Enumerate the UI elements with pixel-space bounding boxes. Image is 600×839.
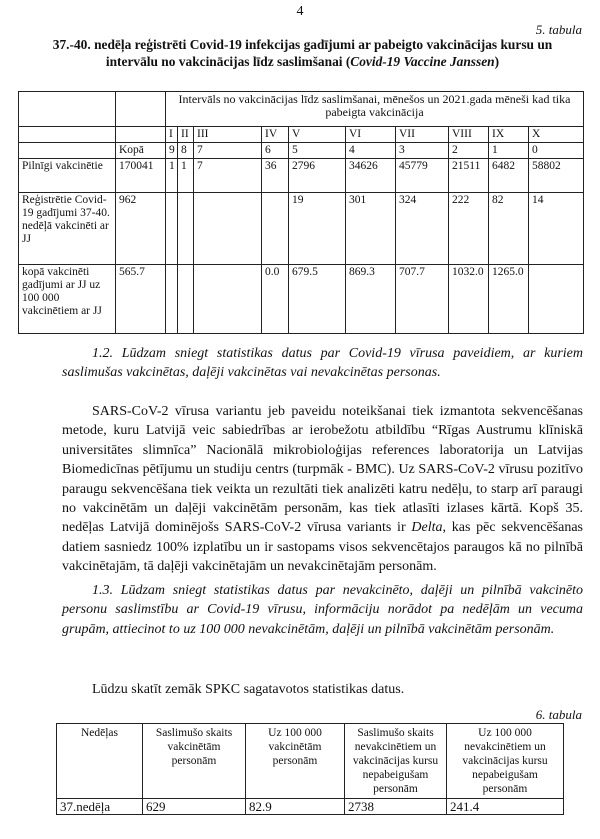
table-row — [19, 193, 584, 265]
table-cell: 241.4 — [447, 799, 564, 815]
month-header: II — [178, 127, 194, 143]
table-cell — [262, 193, 289, 265]
interval-header: 8 — [178, 143, 194, 159]
interval-header: 5 — [289, 143, 346, 159]
interval-header: Intervāls no vakcinācijas līdz saslimšanai, mēnešos un 2021.gada mēneši kad tika pabeigta vakcinācija — [166, 92, 584, 127]
column-header: Saslimušo skaits vakcinētām personām — [143, 724, 246, 799]
table-cell: 629 — [143, 799, 246, 815]
table-cell: 19 — [289, 193, 346, 265]
table-cell — [194, 265, 262, 334]
table-cell — [194, 193, 262, 265]
row-total: 170041 — [116, 159, 166, 193]
table-cell — [529, 265, 584, 334]
table-row — [19, 159, 584, 193]
column-header: Uz 100 000 vakcinētām personām — [246, 724, 345, 799]
table-cell — [166, 193, 178, 265]
row-label: Pilnīgi vakcinētie — [19, 159, 116, 193]
table-cell — [178, 193, 194, 265]
interval-header: 6 — [262, 143, 289, 159]
title-text: 37.-40. nedēļa reģistrēti Covid-19 infekcijas gadījumi ar pabeigto vakcinācijas kursu un intervālu no vakcinācijas līdz saslimšanai ( — [52, 37, 553, 69]
interval-header: 4 — [346, 143, 396, 159]
month-header: IX — [489, 127, 529, 143]
month-header: VIII — [449, 127, 489, 143]
table-cell: 1265.0 — [489, 265, 529, 334]
month-header: VI — [346, 127, 396, 143]
table-cell: 14 — [529, 193, 584, 265]
table-cell: 82.9 — [246, 799, 345, 815]
table-cell: 0.0 — [262, 265, 289, 334]
interval-header: 1 — [489, 143, 529, 159]
table-cell: 34626 — [346, 159, 396, 193]
table-cell: 36 — [262, 159, 289, 193]
total-label: Kopā — [116, 143, 166, 159]
table-cell: 707.7 — [396, 265, 449, 334]
paragraph-sars — [62, 402, 583, 577]
title-vaccine: Covid-19 Vaccine Janssen — [350, 54, 495, 69]
month-header: III — [194, 127, 262, 143]
table-5-title — [30, 36, 575, 70]
table-cell — [178, 265, 194, 334]
interval-header: 2 — [449, 143, 489, 159]
table-cell: 2796 — [289, 159, 346, 193]
table-cell: 6482 — [489, 159, 529, 193]
table-cell: 679.5 — [289, 265, 346, 334]
table-cell — [166, 265, 178, 334]
table-cell: 1 — [166, 159, 178, 193]
table-cell: 869.3 — [346, 265, 396, 334]
table-cell: 301 — [346, 193, 396, 265]
interval-header: 0 — [529, 143, 584, 159]
table-cell: 2738 — [345, 799, 447, 815]
para-text-end: , kas pēc sekvencēšanas datiem sasniedz 100% izplatību un ir sastopams visos sekvencētajos paraugos kā no pilnībā vakcinētajām, tā daļēji vakcinētajām un nevakcinētajām personām. — [62, 520, 584, 575]
table-cell: 37.nedēļa — [57, 799, 143, 815]
row-label: Reģistrētie Covid-19 gadījumi 37-40. nedēļā vakcinēti ar JJ — [19, 193, 116, 265]
month-header: X — [529, 127, 584, 143]
month-header: IV — [262, 127, 289, 143]
table-row — [19, 265, 584, 334]
table-cell: 222 — [449, 193, 489, 265]
see-below-text: Lūdzu skatīt zemāk SPKC sagatavotos statistikas datus. — [92, 682, 405, 697]
month-header: VII — [396, 127, 449, 143]
table-cell: 21511 — [449, 159, 489, 193]
column-header: Saslimušo skaits nevakcinētiem un vakcinācijas kursu nepabeigušam personām — [345, 724, 447, 799]
month-header: I — [166, 127, 178, 143]
title-end: ) — [494, 54, 500, 69]
column-header: Uz 100 000 nevakcinētiem un vakcinācijas kursu nepabeigušam personām — [447, 724, 564, 799]
interval-header: 3 — [396, 143, 449, 159]
page-number: 4 — [296, 4, 304, 19]
variant-name: Delta — [411, 520, 443, 536]
interval-header: 7 — [194, 143, 262, 159]
table-cell: 58802 — [529, 159, 584, 193]
table-5 — [18, 91, 584, 334]
table-5-label: 5. tabula — [535, 22, 582, 37]
interval-header: 9 — [166, 143, 178, 159]
column-header: Nedēļas — [57, 724, 143, 799]
table-cell: 7 — [194, 159, 262, 193]
table-cell: 1032.0 — [449, 265, 489, 334]
section-1-3: 1.3. Lūdzam sniegt statistikas datus par nevakcinēto, daļēji un pilnībā vakcinēto personu saslimstību ar Covid-19 vīrusu, informāciju norādot pa nedēļām un vecuma grupām, attiecinot to uz 100 000 nevakcinētām, daļēji un pilnībā vakcinētām personām. — [62, 583, 583, 637]
section-1-2: 1.2. Lūdzam sniegt statistikas datus par Covid-19 vīrusa paveidiem, ar kuriem saslimušas vakcinētas, daļēji vakcinētas vai nevakcinētas personas. — [62, 346, 583, 381]
month-header: V — [289, 127, 346, 143]
para-text: SARS-CoV-2 vīrusa variantu jeb paveidu noteikšanai tiek izmantota sekvencēšanas metode, kuru Latvijā veic sabiedrības ar ierobežotu atbildību “Rīgas Austrumu klīniskā universitātes slimnīca” Nacionālā mikrobioloģijas references laboratorija un Latvijas Biomedicīnas pētījumu un studiju centrs (turpmāk - BMC). Uz SARS-CoV-2 vīrusu pozitīvo paraugu sekvencēšana tiek veikta un rezultāti tiek analizēti katru nedēļu, to starp arī paraugi no vakcinētām un daļēji vakcinētām personām, kas tiek atlasīti izlases kārtā. Kopš 35. nedēļas Latvijā dominējošs SARS-CoV-2 vīrusa variants ir — [62, 404, 583, 536]
row-label: kopā vakcinēti gadījumi ar JJ uz 100 000 vakcinētiem ar JJ — [19, 265, 116, 334]
table-row — [57, 799, 564, 815]
row-total: 962 — [116, 193, 166, 265]
table-6 — [56, 723, 564, 815]
table-cell: 82 — [489, 193, 529, 265]
table-6-label: 6. tabula — [535, 707, 582, 722]
table-cell: 324 — [396, 193, 449, 265]
row-total: 565.7 — [116, 265, 166, 334]
table-cell: 1 — [178, 159, 194, 193]
table-cell: 45779 — [396, 159, 449, 193]
